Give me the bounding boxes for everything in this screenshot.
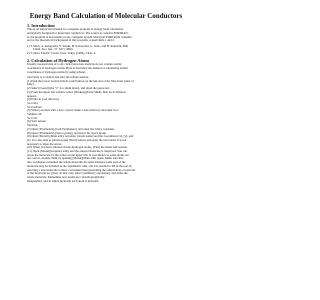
command-line: %cd dd1 — [27, 101, 38, 105]
command-line: %cd cdf — [27, 116, 38, 120]
step-line: rotate the molecule by the scales on the upper left. If coordinates of some atoms are — [27, 153, 129, 157]
step-line: (7) Open [Parameters]-[Cell Parameters], and enter the lattice constants. — [27, 127, 115, 131]
paragraph-line: particularly designed for molecular conductors. The source is coded in FORTRAN, — [27, 31, 129, 35]
step-line: whole molecule. Remember new atoms are crystallographically — [27, 175, 105, 179]
command-line: %texsan — [27, 124, 38, 128]
reference-item: 1) T. Mori, A. Kobayashi, Y. Sasaki, H. Kobayashi, G. Saito, and H. Inokuchi, Bull — [27, 44, 129, 48]
document-body — [27, 23, 186, 183]
step-line: selecting a new molecule is more convenient than generating the other halves of one half — [27, 168, 136, 172]
paragraph-line: coordinates of hydrogen atoms. Here is described the method of calculating atomic — [27, 67, 129, 70]
reference-item-continuation: Chem. Soc. Jpn., 57, 627 (1984). — [33, 48, 74, 52]
reference-item: 2) T. Mori, Electric Circle, Univ. Tokyo (1983), Chap. 4. — [27, 51, 96, 55]
step-line: molecule may be included in the asymmetric unit, and it is needed to fill in the rest by — [27, 164, 132, 168]
step-line: appears. — [27, 94, 38, 98]
paragraph-line: coordinates of hydrogen atoms by using teXsan. — [27, 70, 86, 74]
step-line: the coordinates contained the whole molecule. In some analyses some part of the — [27, 161, 126, 165]
section-heading-introduction: 1. Introduction — [27, 23, 55, 28]
step-line: (9) Open [Model]-[Main edit], and enter [Atom name] and the coordinates [x], [y], and — [27, 135, 134, 139]
introduction-paragraph — [27, 28, 186, 43]
step-line: (1) Push the power bottom (black round button on the left end of the blue front panel of — [27, 79, 134, 83]
step-line: Indy). — [27, 83, 35, 87]
section-heading-hydrogen-atoms: 2. Calculation of Hydrogen Atoms — [27, 58, 90, 64]
procedure-steps — [27, 76, 186, 183]
step-line: (2) Select [Guest] (the "x" is a small letter), and input the password. — [27, 87, 110, 91]
page-title: Energy Band Calculation of Molecular Conductors — [29, 12, 183, 20]
step-line: not correct, modify them by opening [Model][Main edit] again. Make sure that — [27, 157, 124, 161]
step-line: (3) From the upper left window select [Desktop][Unix Shell], then an X-Window — [27, 90, 127, 94]
step-line: necessary to input the errors. — [27, 142, 63, 146]
step-line: (4) Enter in your directory. — [27, 98, 60, 102]
paragraph-line: This is an instruction manual for computer program of energy band calculation — [27, 28, 124, 32]
step-line: (8) Open [Parameters]-[Space group], and select the space group. — [27, 131, 107, 135]
paragraph-line: Usually reported data of x-ray crystal structure analysis do not contain atomic — [27, 63, 122, 67]
command-line: %mkdir cdf — [27, 113, 42, 117]
step-line: (11) Open [Model][Graphics edit], and the entered molecule is displayed. You can — [27, 150, 128, 154]
step-line: independent, and in which molecule each atom is included. — [27, 179, 100, 183]
step-line: (10) When you have entered all non-hydrogen atoms, [Exit] the menu edit session. — [27, 146, 128, 150]
command-line: %cd teXsan — [27, 105, 42, 109]
step-line: (6) Start texsan. — [27, 120, 47, 124]
reference-list — [27, 45, 186, 56]
step-line: Start Indy or Cobalt-6 and start the teXsan session. — [27, 76, 90, 79]
step-line: (5) When you deal with a new crystal, make a new directory and enter in it. — [27, 109, 119, 113]
step-line: [z]. It is also able to (obtain) push [Next] button, and enter the next atom. It is not — [27, 138, 127, 142]
step-line: of the molecule are given. In that case, select [symmetry expansion], and make the — [27, 172, 128, 176]
hydrogen-intro-paragraph — [27, 63, 186, 74]
paragraph-line: so the program is executable on any computer system which has FORTRAN compiler. — [27, 35, 133, 39]
paragraph-line: As for the theoretical background of this program, consult Refs.1 and 2. — [27, 39, 115, 43]
